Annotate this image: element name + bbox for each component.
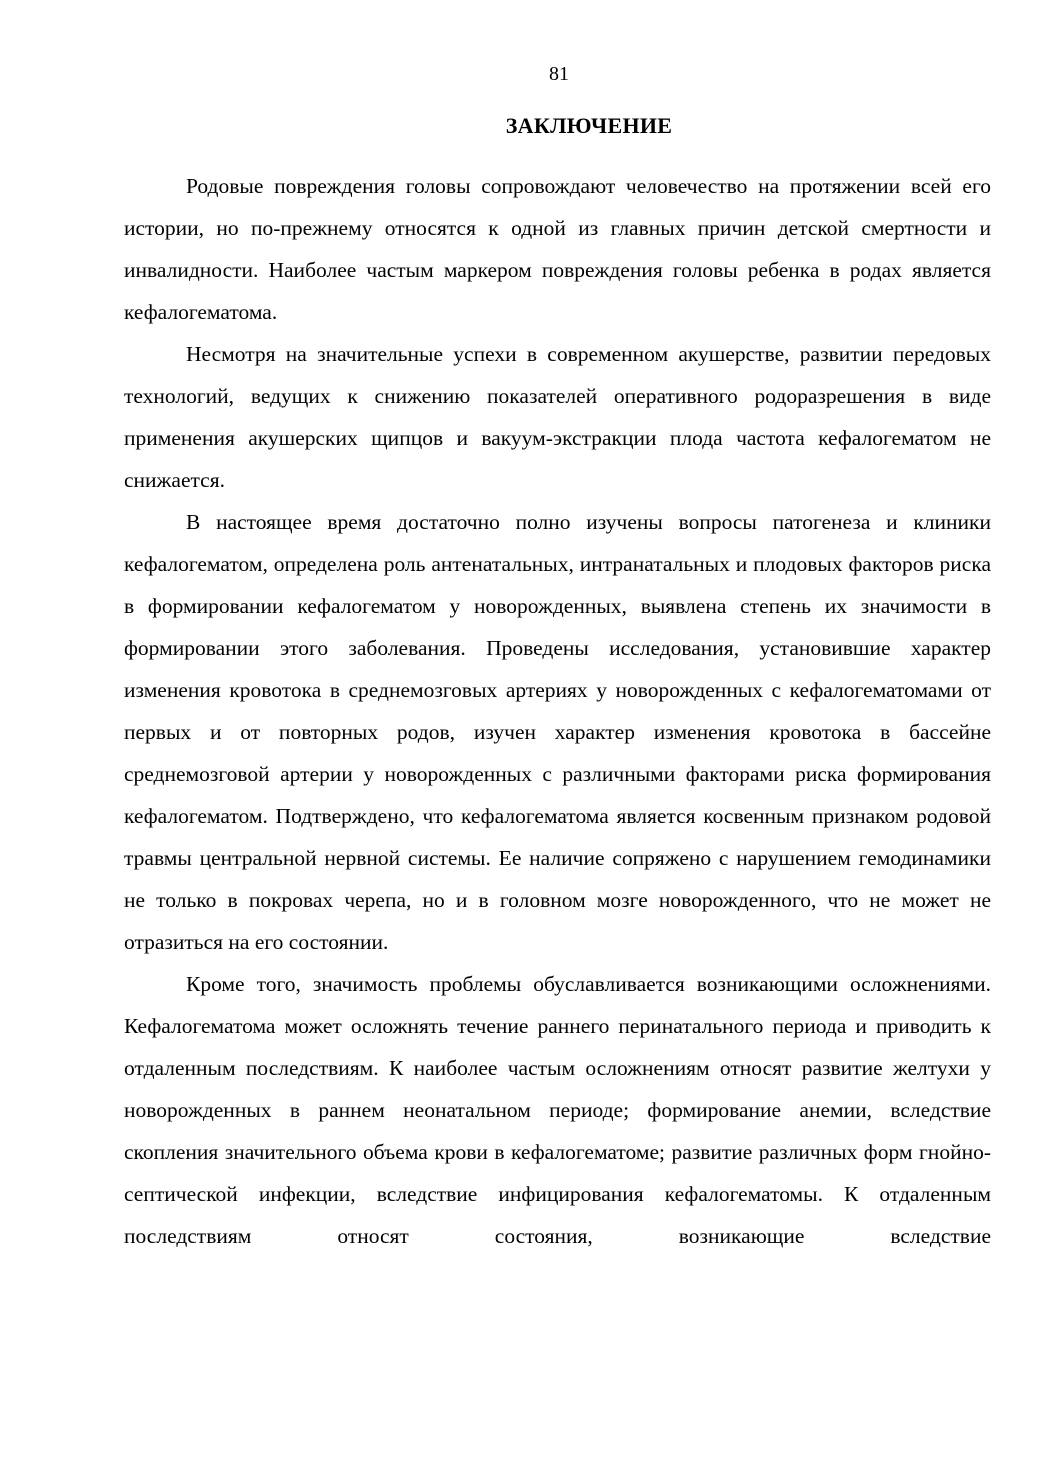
section-heading: ЗАКЛЮЧЕНИЕ [505,113,673,138]
body-text [124,165,991,1257]
paragraph: Кроме того, значимость проблемы обуславливается возникающими осложнениями. Кефалогематома может осложнять течение раннего перинатального периода и приводить к отдаленным последствиям. К наиболее частым осложнениям относят развитие желтухи у новорожденных в раннем неонатальном периоде; формирование анемии, вследствие скопления значительного объема крови в кефалогематоме; развитие различных форм гнойно-септической инфекции, вследствие инфицирования кефалогематомы. К отдаленным последствиям относят состояния, возникающие вследствие [124,972,991,1248]
paragraph: Родовые повреждения головы сопровождают человечество на протяжении всей его истории, но по-прежнему относятся к одной из главных причин детской смертности и инвалидности. Наиболее частым маркером повреждения головы ребенка в родах является кефалогематома. [124,174,991,324]
page-number: 81 [549,63,569,85]
paragraph: В настоящее время достаточно полно изучены вопросы патогенеза и клиники кефалогематом, определена роль антенатальных, интранатальных и плодовых факторов риска в формировании кефалогематом у новорожденных, выявлена степень их значимости в формировании этого заболевания. Проведены исследования, установившие характер изменения кровотока в среднемозговых артериях у новорожденных с кефалогематомами от первых и от повторных родов, изучен характер изменения кровотока в бассейне среднемозговой артерии у новорожденных с различными факторами риска формирования кефалогематом. Подтверждено, что кефалогематома является косвенным признаком родовой травмы центральной нервной системы. Ее наличие сопряжено с нарушением гемодинамики не только в покровах черепа, но и в головном мозге новорожденного, что не может не отразиться на его состоянии. [124,510,991,954]
paragraph: Несмотря на значительные успехи в современном акушерстве, развитии передовых технологий, ведущих к снижению показателей оперативного родоразрешения в виде применения акушерских щипцов и вакуум-экстракции плода частота кефалогематом не снижается. [124,342,991,492]
